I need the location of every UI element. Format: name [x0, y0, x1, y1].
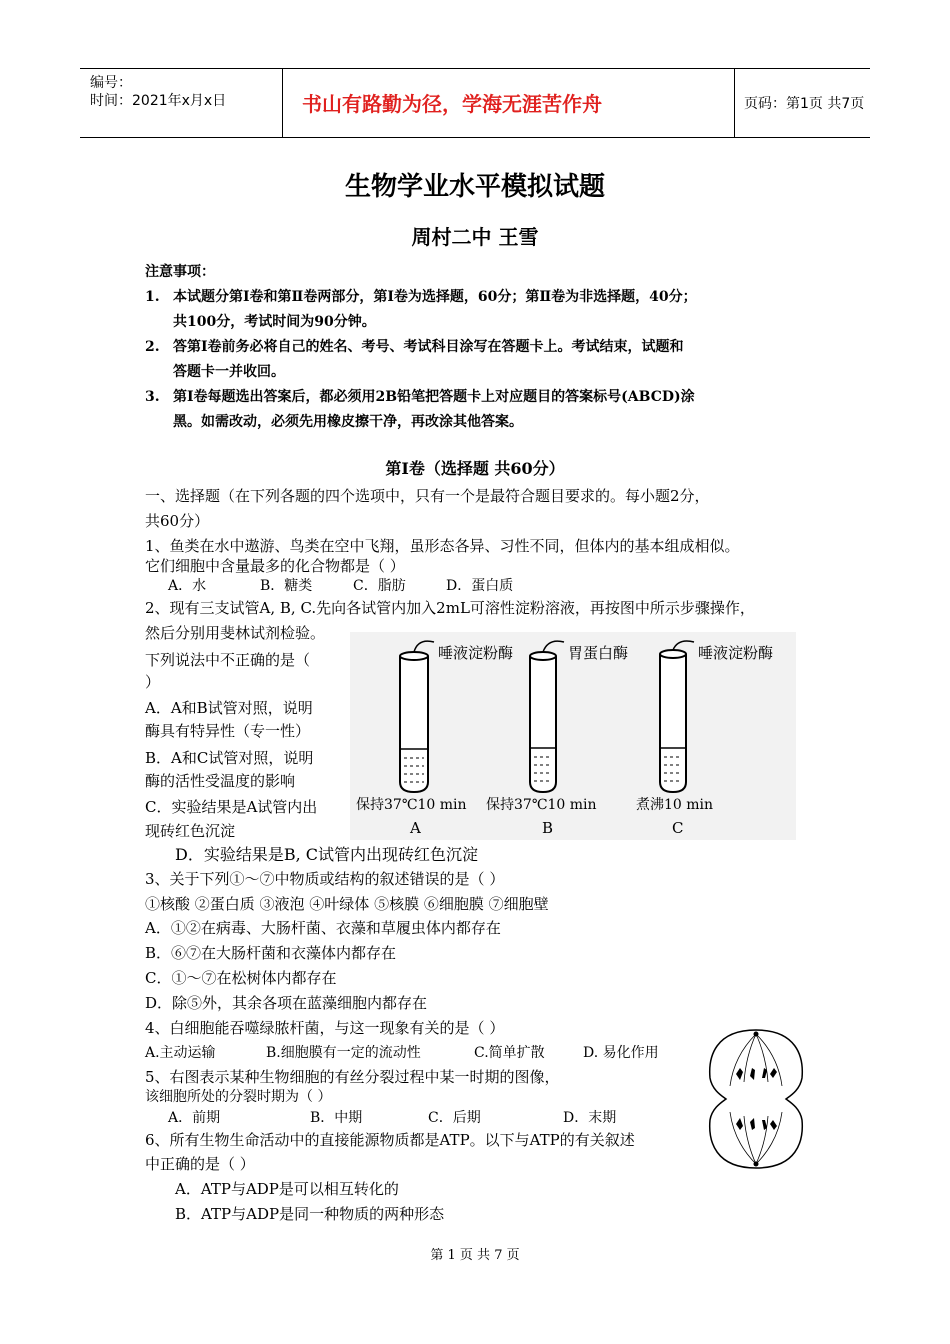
- header-meta: [80, 69, 283, 137]
- q6-option: A．ATP与ADP是可以相互转化的: [175, 1180, 399, 1198]
- tube-a-enzyme: 唾液淀粉酶: [438, 644, 514, 662]
- cell-membrane: [710, 1030, 803, 1168]
- author: 周村二中 王雪: [411, 225, 539, 249]
- test-tube-a: [400, 641, 434, 792]
- page-label: 页码：第1页 共7页: [744, 96, 865, 112]
- q2-line: C．实验结果是A试管内出: [145, 798, 318, 816]
- q1-option: B．糖类: [260, 578, 313, 594]
- centriole: [754, 1032, 759, 1037]
- q6-option: B．ATP与ADP是同一种物质的两种形态: [175, 1205, 445, 1223]
- centriole: [754, 1162, 759, 1167]
- q5-stem: 该细胞所处的分裂时期为（ ）: [145, 1089, 332, 1105]
- tube-a-label: A: [410, 819, 421, 837]
- q2-line: 酶具有特异性（专一性）: [145, 722, 311, 740]
- tube-c-enzyme: 唾液淀粉酶: [698, 644, 774, 662]
- header-motto-cell: [282, 69, 735, 137]
- q4-option: B.细胞膜有一定的流动性: [266, 1045, 421, 1061]
- q5-option: D．末期: [563, 1110, 617, 1126]
- section-intro: 共60分）: [145, 512, 210, 530]
- q2-line: A．A和B试管对照，说明: [145, 699, 313, 717]
- page-header: [80, 68, 870, 138]
- tube-c-condition: 煮沸10 min: [636, 797, 714, 813]
- q3-option: B．⑥⑦在大肠杆菌和衣藻体内都存在: [145, 944, 397, 962]
- tube-a-condition: 保持37℃10 min: [356, 797, 467, 813]
- q2-line: ）: [145, 673, 161, 691]
- q3-option: D．除⑤外，其余各项在蓝藻细胞内都存在: [145, 994, 428, 1012]
- date-label: 时间：2021年x月x日: [90, 93, 227, 109]
- notice-line: 答题卡一并收回。: [173, 364, 285, 380]
- code-label: 编号：: [90, 75, 132, 91]
- q1-option: C．脂肪: [353, 578, 406, 594]
- q2-line: 下列说法中不正确的是（: [145, 651, 311, 669]
- q3-stem: 3、关于下列①～⑦中物质或结构的叙述错误的是（ ）: [145, 870, 505, 888]
- q1-option: A．水: [168, 578, 207, 594]
- notice-num: 2.: [145, 339, 160, 355]
- notice-line: 共100分，考试时间为90分钟。: [173, 314, 376, 330]
- q2-stem: 然后分别用斐林试剂检验。: [145, 624, 326, 642]
- q5-stem: 5、右图表示某种生物细胞的有丝分裂过程中某一时期的图像，: [145, 1068, 560, 1086]
- q3-items: ①核酸 ②蛋白质 ③液泡 ④叶绿体 ⑤核膜 ⑥细胞膜 ⑦细胞壁: [145, 895, 549, 913]
- page-footer: 第 1 页 共 7 页: [430, 1248, 520, 1263]
- header-page-cell: [734, 69, 870, 137]
- notice-line: 本试题分第Ⅰ卷和第Ⅱ卷两部分，第Ⅰ卷为选择题，60分；第Ⅱ卷为非选择题，40分；: [173, 289, 697, 305]
- q5-option: B．中期: [310, 1110, 363, 1126]
- test-tube-figure: [350, 632, 796, 840]
- q2-line: 酶的活性受温度的影响: [145, 772, 296, 790]
- q4-option: C.简单扩散: [474, 1045, 545, 1061]
- q4-stem: 4、白细胞能吞噬绿脓杆菌，与这一现象有关的是（ ）: [145, 1019, 505, 1037]
- q5-option: C．后期: [428, 1110, 481, 1126]
- q2-line: 现砖红色沉淀: [145, 822, 236, 840]
- motto: 书山有路勤为径，学海无涯苦作舟: [302, 92, 602, 116]
- notice-line: 答第Ⅰ卷前务必将自己的姓名、考号、考试科目涂写在答题卡上。考试结束，试题和: [173, 339, 684, 355]
- q4-option: A.主动运输: [145, 1045, 216, 1061]
- q6-stem: 6、所有生物生命活动中的直接能源物质都是ATP。以下与ATP的有关叙述: [145, 1131, 635, 1149]
- q3-option: A．①②在病毒、大肠杆菌、衣藻和草履虫体内都存在: [145, 919, 501, 937]
- tube-b-label: B: [542, 819, 554, 837]
- q4-option: D. 易化作用: [583, 1045, 659, 1061]
- cell-division-figure: [706, 1026, 806, 1172]
- notice-line: 黑。如需改动，必须先用橡皮擦干净，再改涂其他答案。: [173, 414, 523, 430]
- q1-stem: 它们细胞中含量最多的化合物都是（ ）: [145, 557, 405, 575]
- q2-line: B．A和C试管对照，说明: [145, 749, 314, 767]
- q2-option-d: D．实验结果是B, C试管内出现砖红色沉淀: [175, 845, 479, 864]
- tube-b-enzyme: 胃蛋白酶: [568, 644, 629, 662]
- q6-stem: 中正确的是（ ）: [145, 1155, 255, 1173]
- notice-num: 1.: [145, 289, 160, 305]
- notice-num: 3.: [145, 389, 160, 405]
- q5-option: A．前期: [168, 1110, 221, 1126]
- notice-line: 第Ⅰ卷每题选出答案后，都必须用2B铅笔把答题卡上对应题目的答案标号(ABCD)涂: [173, 389, 695, 405]
- q1-stem: 1、鱼类在水中遨游、鸟类在空中飞翔，虽形态各异、习性不同，但体内的基本组成相似。: [145, 537, 740, 555]
- section-intro: 一、选择题（在下列各题的四个选项中，只有一个是最符合题目要求的。每小题2分，: [145, 487, 710, 505]
- q3-option: C．①～⑦在松树体内都存在: [145, 969, 337, 987]
- tube-b-condition: 保持37℃10 min: [486, 797, 597, 813]
- section-heading: 第Ⅰ卷（选择题 共60分）: [385, 459, 565, 478]
- notice-heading: 注意事项：: [145, 264, 215, 280]
- page-title: 生物学业水平模拟试题: [344, 172, 605, 202]
- q1-option: D．蛋白质: [446, 578, 514, 594]
- tube-c-label: C: [672, 819, 684, 837]
- q2-stem: 2、现有三支试管A, B, C.先向各试管内加入2mL可溶性淀粉溶液，再按图中所示步骤操作，: [145, 599, 755, 617]
